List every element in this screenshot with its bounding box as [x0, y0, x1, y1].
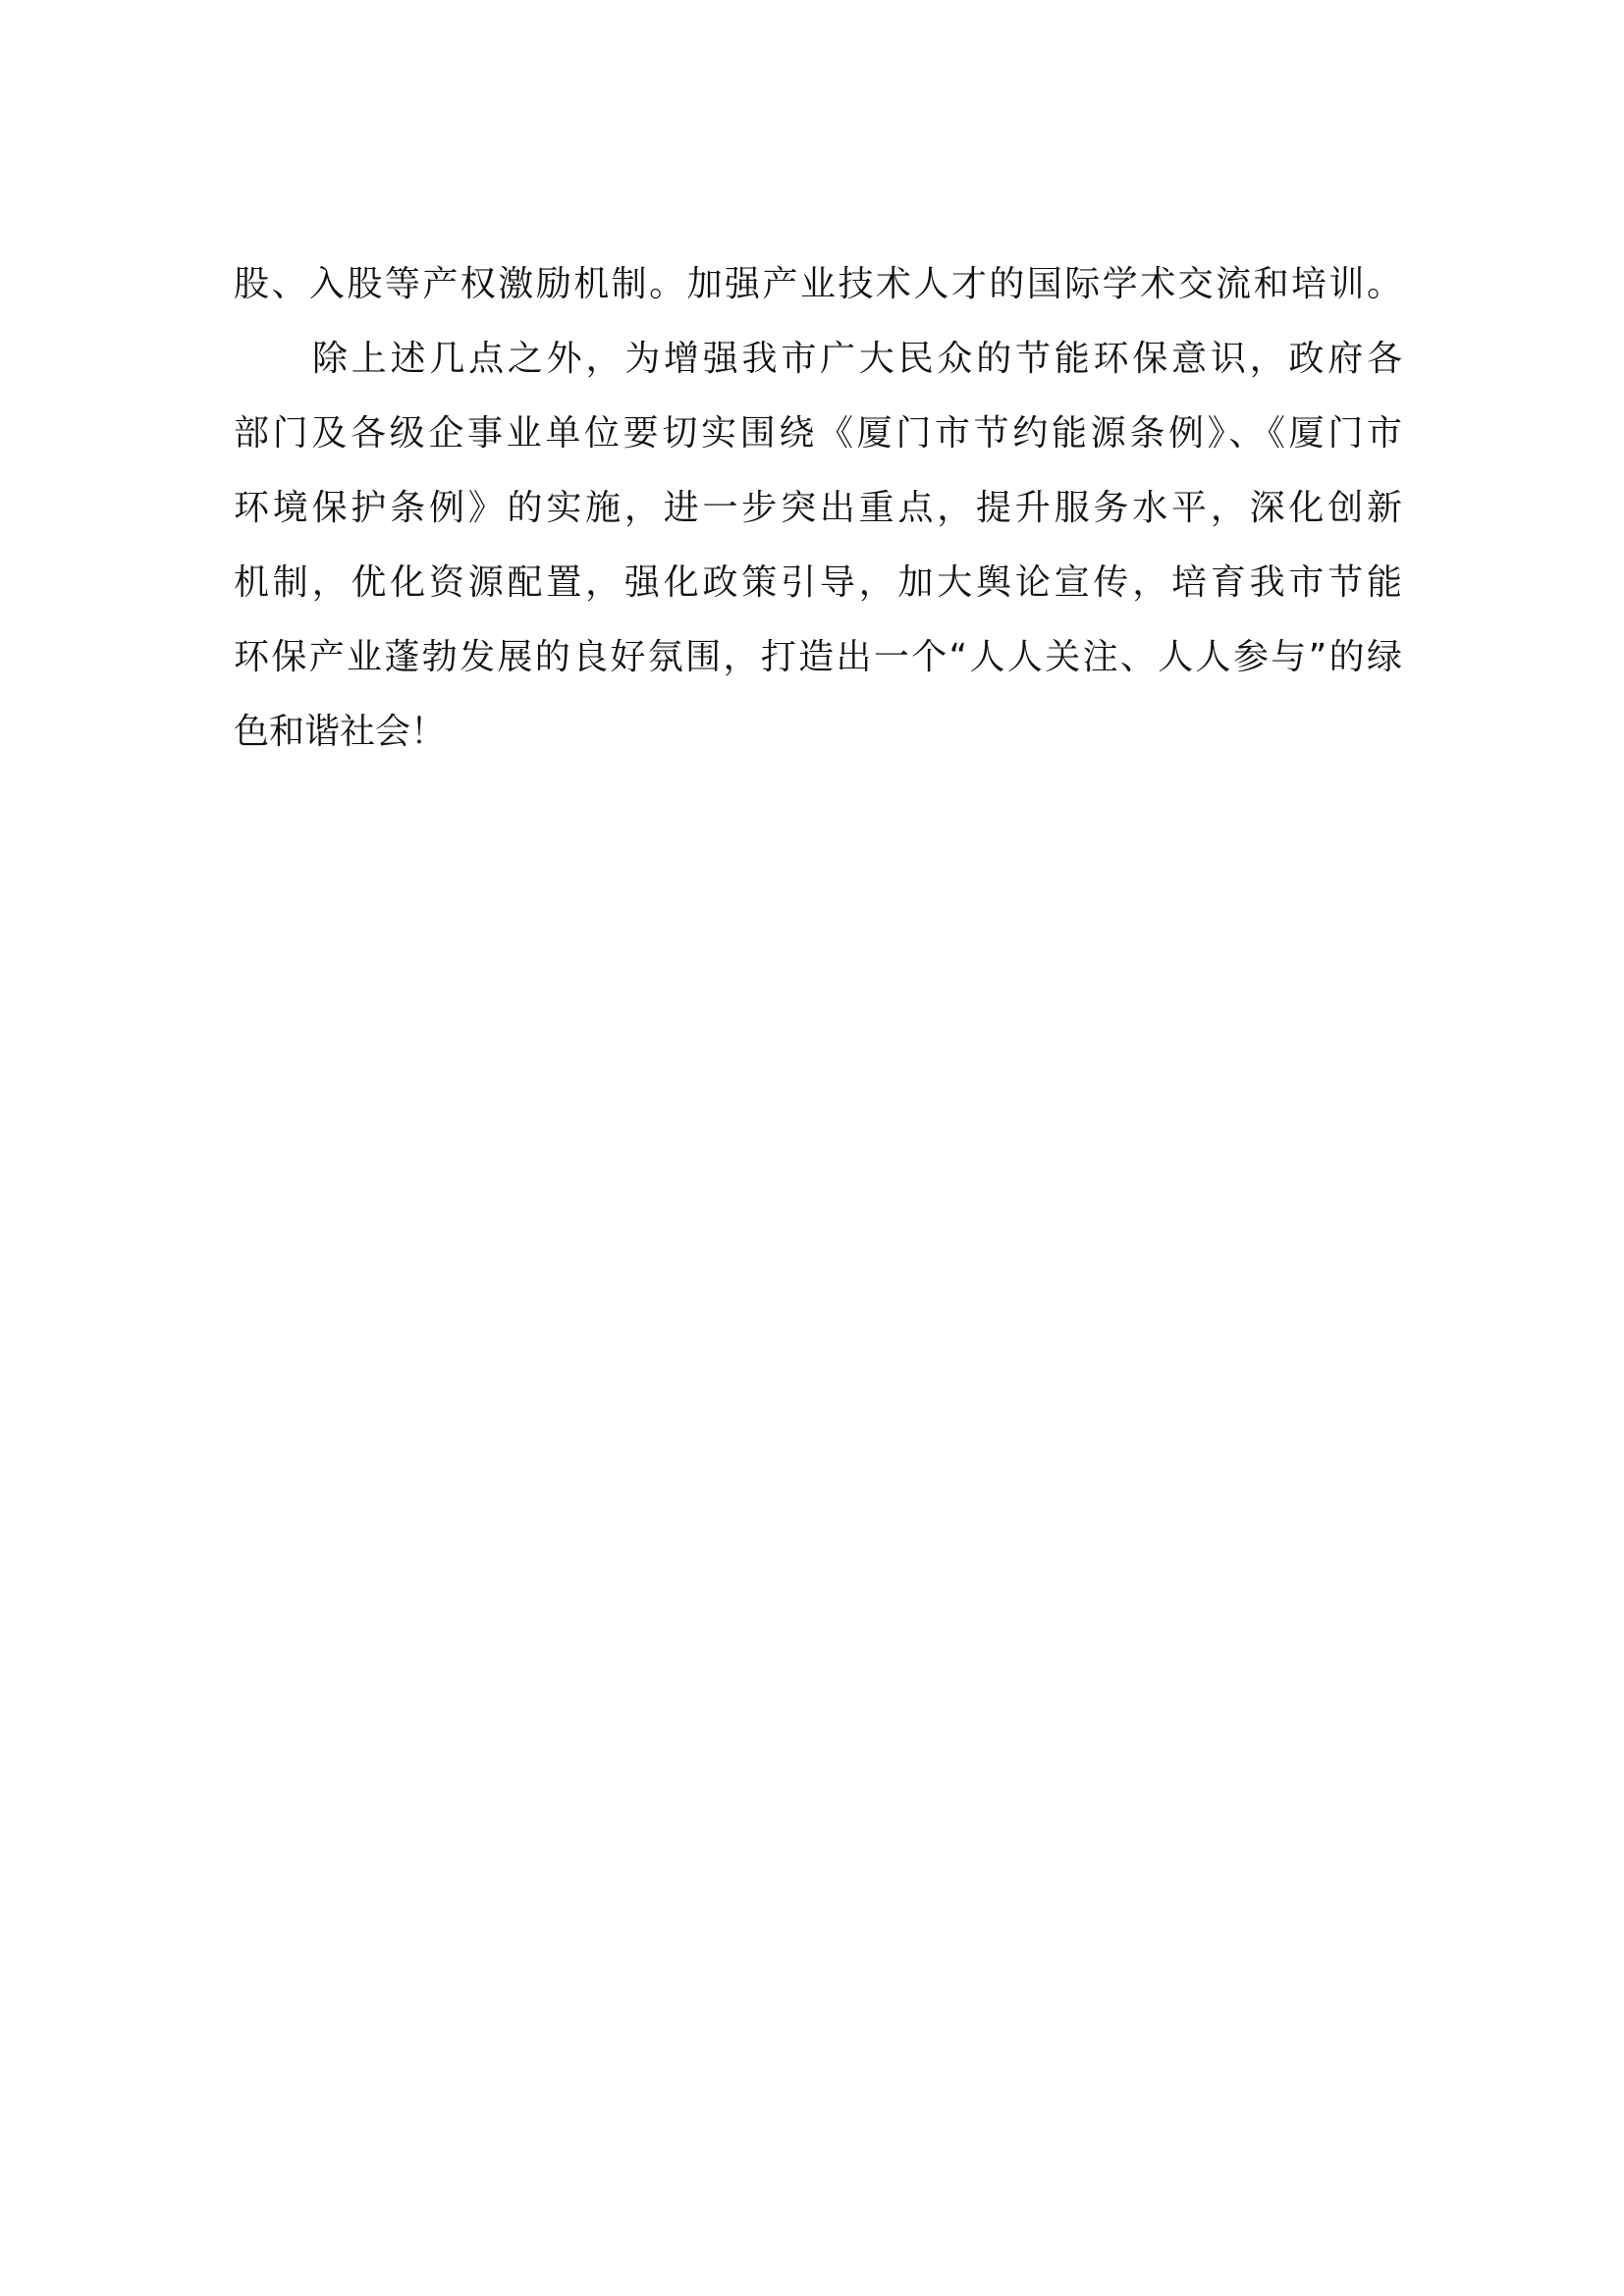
paragraph-line: 环保产业蓬勃发展的良好氛围，打造出一个“人人关注、人人参与”的绿: [234, 637, 1402, 677]
text-line-continuation: 股、入股等产权激励机制。加强产业技术人才的国际学术交流和培训。: [234, 264, 1402, 304]
paragraph-line: 环境保护条例》的实施，进一步突出重点，提升服务水平，深化创新: [234, 488, 1402, 528]
paragraph-first-line: 除上述几点之外，为增强我市广大民众的节能环保意识，政府各: [312, 339, 1402, 379]
paragraph-last-line: 色和谐社会！: [234, 712, 447, 752]
paragraph-line: 部门及各级企事业单位要切实围绕《厦门市节约能源条例》、《厦门市: [234, 413, 1402, 454]
paragraph-line: 机制，优化资源配置，强化政策引导，加大舆论宣传，培育我市节能: [234, 562, 1402, 603]
body-text: [234, 247, 1402, 770]
